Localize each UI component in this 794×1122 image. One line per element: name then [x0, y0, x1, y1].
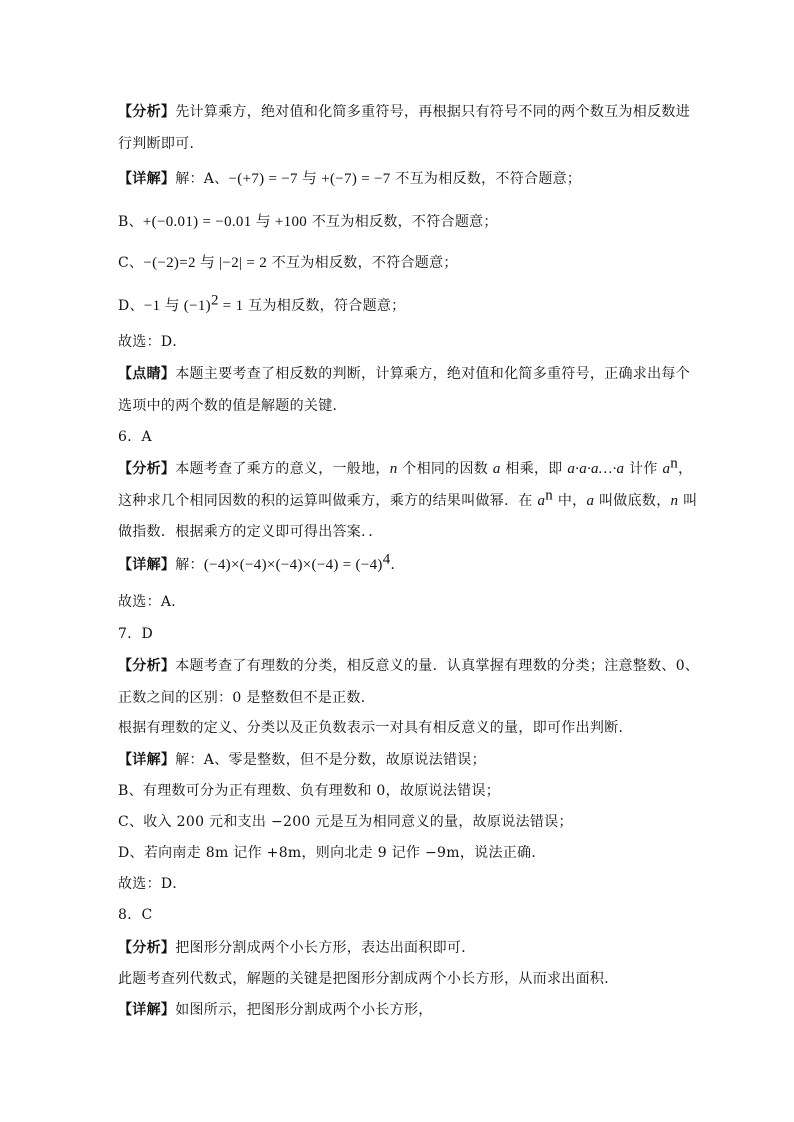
- q7-detail-d: [118, 843, 546, 863]
- detail-tag: 【详解】: [118, 557, 176, 573]
- q7-detail-b-text: B、有理数可分为正有理数、负有理数和 0，故原说法错误；: [118, 783, 501, 799]
- q6-a1c: 相乘，即: [500, 461, 568, 477]
- q7-analysis-line-1: [118, 656, 699, 676]
- q7-analysis-text-1: 本题考查了有理数的分类，相反意义的量．认真掌握有理数的分类；注意整数、0、: [175, 658, 700, 674]
- q8-analysis-line-2: [118, 969, 619, 989]
- q5-c-prefix: C、: [118, 255, 144, 271]
- q5-d-suffix: 互为相反数，符合题意；: [243, 298, 406, 314]
- q7-analysis-line-2: [118, 688, 375, 708]
- q6-an2-exp: n: [545, 487, 554, 504]
- analysis-tag: 【分析】: [118, 940, 176, 956]
- q6-detail-end: ．: [390, 557, 405, 573]
- q5-answer: [118, 332, 187, 352]
- q5-detail-c: [118, 253, 458, 273]
- q7-answer: [118, 874, 187, 894]
- q6-detail: [118, 551, 405, 575]
- analysis-tag: 【分析】: [118, 461, 176, 477]
- q6-a1b: 个相同的因数: [397, 461, 493, 477]
- q7-analysis-text-3: 根据有理数的定义、分类以及正负数表示一对具有相反意义的量，即可作出判断．: [118, 720, 633, 736]
- q5-comment-line-2: [118, 396, 347, 416]
- q6-a2-var: a: [586, 493, 595, 509]
- q6-analysis-line-1: [118, 455, 693, 479]
- q5-detail-b: [118, 212, 498, 232]
- q6-a1: 本题考查了乘方的意义，一般地，: [175, 461, 390, 477]
- q6-answer: [118, 592, 186, 612]
- q7-detail-a: [118, 750, 486, 770]
- q7-detail-c: [118, 812, 573, 832]
- q6-a3: 做指数．根据乘方的定义即可得出答案．．: [118, 524, 383, 540]
- q5-answer-text: 故选：D．: [118, 334, 187, 350]
- q8-detail-text: 如图所示，把图形分割成两个小长方形，: [175, 1002, 433, 1018]
- q6-product: a·a·a…·a: [567, 461, 625, 477]
- q5-c-math: −(−2)=2 与 |−2| = 2: [143, 255, 268, 271]
- detail-tag: 【详解】: [118, 1002, 176, 1018]
- q5-detail-a-math: −(+7) = −7 与 +(−7) = −7: [228, 171, 391, 187]
- q5-detail-a: [118, 169, 581, 189]
- q5-c-suffix: 不互为相反数，不符合题意；: [267, 255, 458, 271]
- q7-number-text: 7．D: [118, 626, 154, 642]
- q6-number: [118, 427, 152, 447]
- q5-analysis-line-2: [118, 134, 204, 154]
- q5-detail-d: [118, 292, 406, 316]
- q5-comment-line-1: [118, 364, 690, 384]
- q5-d-math-sup: 2: [210, 292, 219, 309]
- detail-tag: 【详解】: [118, 752, 176, 768]
- q5-detail-prefix: 解：A、: [175, 171, 229, 187]
- q5-analysis-text-1: 先计算乘方，绝对值和化简多重符号，再根据只有符号不同的两个数互为相反数进: [175, 104, 691, 120]
- q6-a2b: 中，: [553, 493, 587, 509]
- q7-analysis-text-2: 正数之间的区别：0 是整数但不是正数．: [118, 690, 376, 706]
- q5-d-math-2: = 1: [218, 298, 244, 314]
- q7-detail-b: [118, 781, 500, 801]
- q5-b-prefix: B、: [118, 214, 143, 230]
- q6-a2c: 叫做底数，: [594, 493, 671, 509]
- q6-analysis-line-3: [118, 522, 383, 542]
- q5-analysis-line-1: [118, 102, 690, 122]
- q8-analysis-line-1: [118, 938, 476, 958]
- q6-a2a: 这种求几个相同因数的积的运算叫做乘方，乘方的结果叫做幂．在: [118, 493, 538, 509]
- q6-answer-text: 故选：A．: [118, 594, 186, 610]
- q8-detail: [118, 1000, 433, 1020]
- q6-detail-prefix: 解：: [175, 557, 204, 573]
- detail-tag: 【详解】: [118, 171, 176, 187]
- q7-number: [118, 624, 153, 644]
- q6-analysis-line-2: [118, 487, 698, 511]
- q6-an2-base: a: [537, 493, 546, 509]
- q5-d-math-1: −1 与 (−1): [143, 298, 211, 314]
- q6-n2-var: n: [670, 493, 679, 509]
- q7-detail-c-text: C、收入 200 元和支出 −200 元是互为相同意义的量，故原说法错误；: [118, 814, 573, 830]
- q8-number-text: 8．C: [118, 907, 153, 923]
- q5-detail-a-suffix: 不互为相反数，不符合题意；: [390, 171, 582, 187]
- q6-an-base: a: [662, 461, 671, 477]
- q5-b-suffix: 不互为相反数，不符合题意；: [307, 214, 498, 230]
- q5-comment-text-1: 本题主要考查了相反数的判断，计算乘方，绝对值和化简多重符号，正确求出每个: [175, 366, 691, 382]
- analysis-tag: 【分析】: [118, 104, 176, 120]
- q6-a2d: 叫: [678, 493, 698, 509]
- q6-detail-math: (−4)×(−4)×(−4)×(−4) = (−4): [203, 557, 383, 573]
- q5-comment-text-2: 选项中的两个数的值是解题的关键．: [118, 398, 347, 414]
- q7-analysis-line-3: [118, 718, 633, 738]
- comment-tag: 【点睛】: [118, 366, 176, 382]
- q6-n-var: n: [389, 461, 398, 477]
- q7-detail-d-text: D、若向南走 8m 记作 +8m，则向北走 9 记作 −9m，说法正确．: [118, 845, 546, 861]
- q8-number: [118, 905, 153, 925]
- q8-analysis-text-2: 此题考查列代数式，解题的关键是把图形分割成两个小长方形，从而求出面积．: [118, 971, 619, 987]
- q6-number-text: 6．A: [118, 429, 152, 445]
- q5-b-math: +(−0.01) = −0.01 与 +100: [142, 214, 308, 230]
- q5-analysis-text-2: 行判断即可．: [118, 136, 204, 152]
- q6-a1d: 计作: [624, 461, 663, 477]
- q8-analysis-text-1: 把图形分割成两个小长方形，表达出面积即可．: [175, 940, 476, 956]
- q6-detail-exp: 4: [382, 551, 391, 568]
- q6-an-exp: n: [670, 455, 679, 472]
- analysis-tag: 【分析】: [118, 658, 176, 674]
- q7-detail-a-text: 解：A、零是整数，但不是分数，故原说法错误；: [175, 752, 486, 768]
- q6-a-var: a: [492, 461, 501, 477]
- q7-answer-text: 故选：D．: [118, 876, 187, 892]
- q6-a1e: ，: [678, 461, 693, 477]
- q5-d-prefix: D、: [118, 298, 144, 314]
